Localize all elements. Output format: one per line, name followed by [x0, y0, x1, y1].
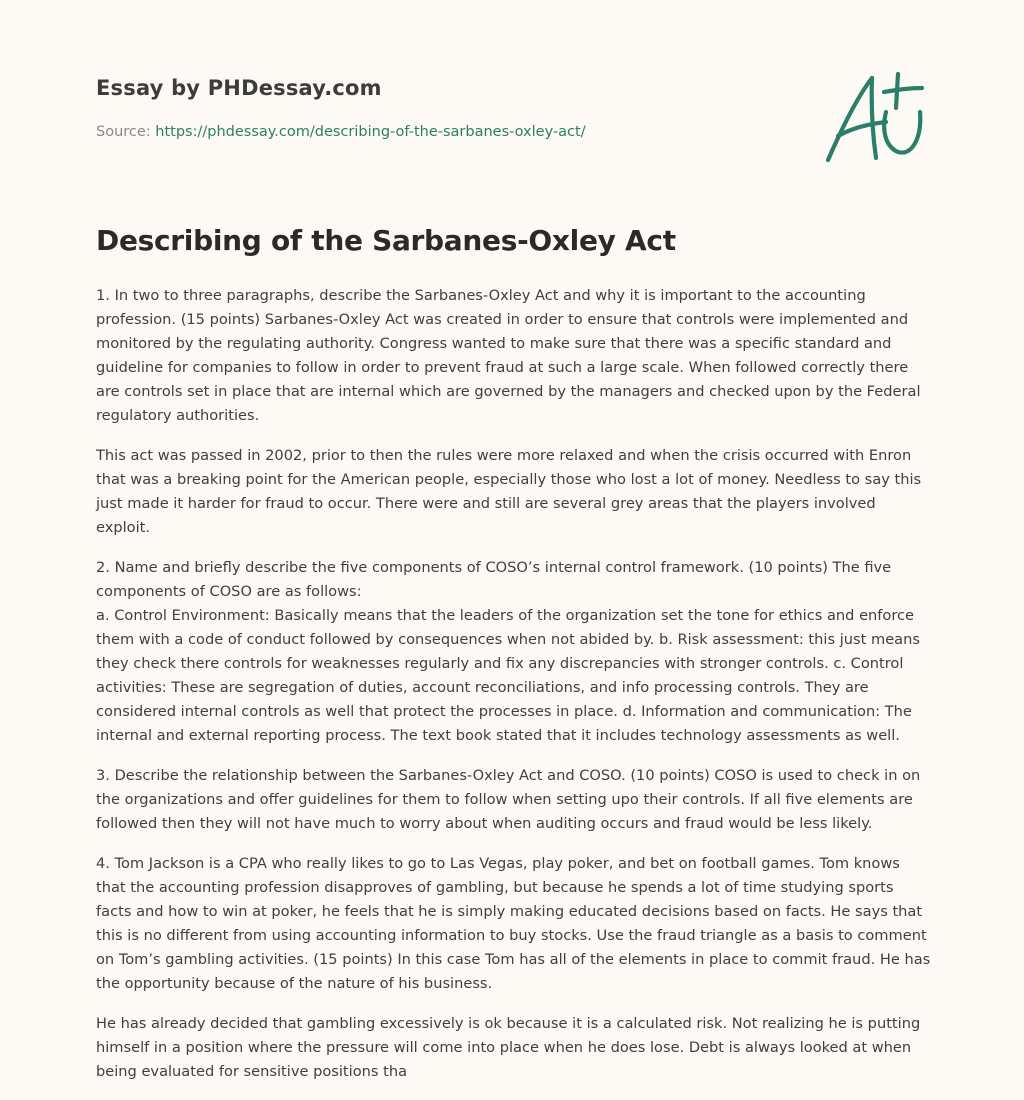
essay-paragraph-2: This act was passed in 2002, prior to then the rules were more relaxed and when the crisis occurred with Enron that was a breaking point for the American people, especially those who lost a lot of money. Needless to say this just made it harder for fraud to occur. There were and still are several grey areas that the players involved exploit. — [96, 447, 922, 536]
essay-title: Describing of the Sarbanes-Oxley Act — [96, 224, 676, 257]
essay-paragraph-4: 3. Describe the relationship between the Sarbanes-Oxley Act and COSO. (10 points) COSO is used to check in on the organizations and offer guidelines for them to follow when setting upo their controls. If all five elements are followed then they will not have much to worry about when auditing occurs and fraud would be less likely. — [96, 767, 921, 832]
essay-paragraph-5: 4. Tom Jackson is a CPA who really likes to go to Las Vegas, play poker, and bet on football games. Tom knows that the accounting profession disapproves of gambling, but because he spends a lot of time studying sports facts and how to win at poker, he feels that he is simply making educated decisions based on facts. He says that this is no different from using accounting information to buy stocks. Use the fraud triangle as a basis to comment on Tom’s gambling activities. (15 points) In this case Tom has all of the elements in place to commit fraud. He has the opportunity because of the nature of his business. — [96, 855, 931, 992]
essay-body — [96, 284, 932, 1100]
a-plus-logo-icon — [818, 66, 930, 170]
essay-paragraph-1: 1. In two to three paragraphs, describe the Sarbanes-Oxley Act and why it is important to the accounting profession. (15 points) Sarbanes-Oxley Act was created in order to ensure that controls were implemented and monitored by the regulating authority. Congress wanted to make sure that there was a specific standard and guideline for companies to follow in order to prevent fraud at such a large scale. When followed correctly there are controls set in place that are internal which are governed by the managers and checked upon by the Federal regulatory authorities. — [96, 287, 921, 424]
essay-paragraph-3: 2. Name and briefly describe the five components of COSO’s internal control framework. (10 points) The five components of COSO are as follows: a. Control Environment: Basically means that the leaders of the organization set the tone for ethics and enforce them with a code of conduct followed by consequences when not abided by. b. Risk assessment: this just means they check there controls for weaknesses regularly and fix any discrepancies with stronger controls. c. Control activities: These are segregation of duties, account reconciliations, and info processing controls. They are considered internal controls as well that protect the processes in place. d. Information and communication: The internal and external reporting process. The text book stated that it includes technology assessments as well. — [96, 559, 920, 744]
source-link[interactable]: https://phdessay.com/describing-of-the-sarbanes-oxley-act/ — [155, 124, 586, 140]
source-line — [96, 124, 586, 140]
source-label: Source: — [96, 124, 156, 140]
site-title: Essay by PHDessay.com — [96, 76, 382, 100]
essay-paragraph-6: He has already decided that gambling excessively is ok because it is a calculated risk. Not realizing he is putting himself in a position where the pressure will come into place when he does lose. Debt is always looked at when being evaluated for sensitive positions tha — [96, 1015, 921, 1080]
